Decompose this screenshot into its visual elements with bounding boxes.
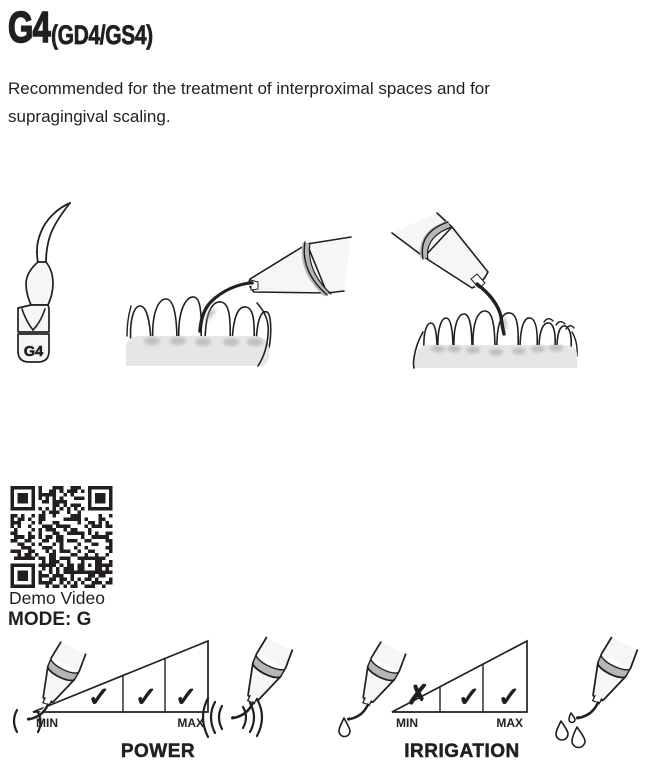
min-label: MIN xyxy=(36,716,58,730)
handpiece-icon xyxy=(227,637,294,729)
tip-label: G4 xyxy=(23,344,44,360)
page-title xyxy=(8,3,181,52)
usage-illustration-front xyxy=(392,200,582,372)
scaler-tip-drawing xyxy=(18,203,70,362)
min-label: MIN xyxy=(396,716,418,730)
gauge-mark: ✗ xyxy=(406,680,430,710)
description-text: Recommended for the treatment of interproximal spaces and for supragingival scaling. xyxy=(8,79,490,126)
irrigation-gauge-title: IRRIGATION xyxy=(404,741,520,762)
model-name: G4 xyxy=(8,3,50,52)
irrigation-gauge xyxy=(330,641,660,775)
power-gauge xyxy=(8,641,320,775)
gauge-mark: ✓ xyxy=(134,682,158,712)
gauge-mark: ✓ xyxy=(87,682,111,712)
gauge-mark: ✓ xyxy=(497,682,521,712)
max-label: MAX xyxy=(496,716,523,730)
model-variants: (GD4/GS4) xyxy=(50,20,153,50)
power-gauge-title: POWER xyxy=(120,741,196,762)
qr-caption: Demo Video xyxy=(9,588,105,608)
qr-code xyxy=(8,486,115,588)
gauge-mark: ✓ xyxy=(457,682,481,712)
max-label: MAX xyxy=(177,716,204,730)
tip-illustration xyxy=(8,198,108,370)
handpiece-icon xyxy=(572,637,639,729)
gauge-mark: ✓ xyxy=(174,682,198,712)
mode-label: MODE: G xyxy=(8,609,92,630)
usage-illustration-side xyxy=(120,225,412,370)
